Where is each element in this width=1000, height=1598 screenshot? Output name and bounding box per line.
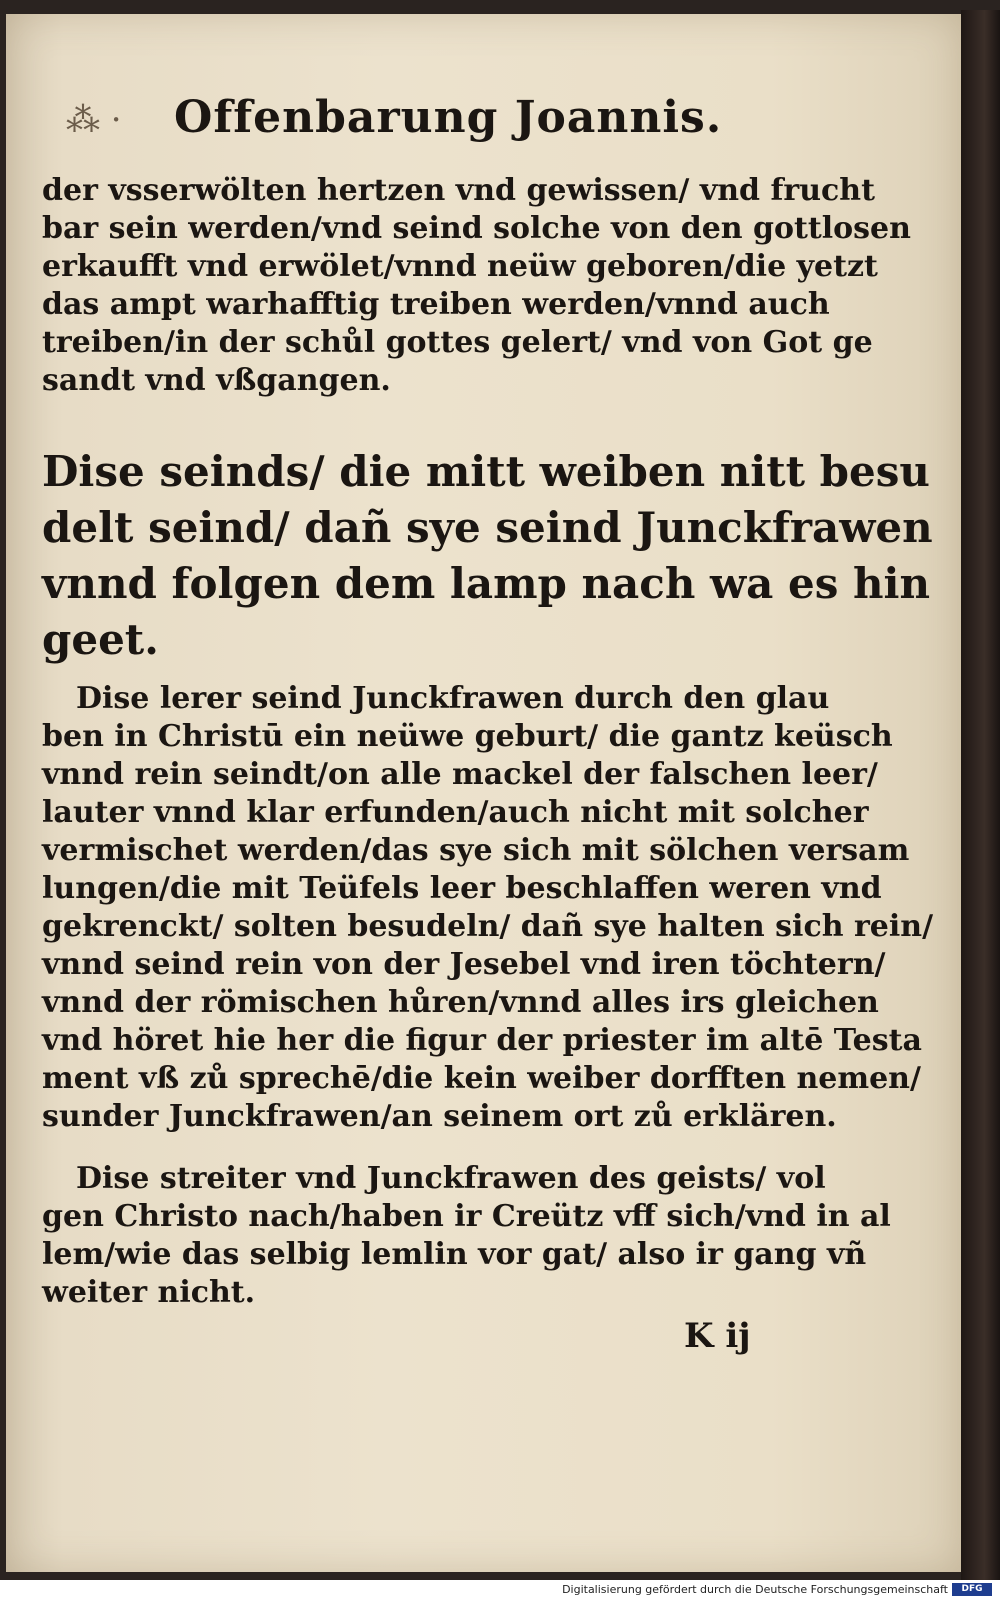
footer-credit: Digitalisierung gefördert durch die Deutsche Forschungsgemeinschaft (562, 1583, 948, 1596)
verse-line: delt seind/ dañ sye seind Junckfrawen (42, 503, 933, 552)
text-line: ment vß zů sprechē/die kein weiber dorfften nemen/ (42, 1061, 921, 1096)
text-line: das ampt warhafftig treiben werden/vnnd auch (42, 287, 830, 322)
text-line: treiben/in der schůl gottes gelert/ vnd von Got ge (42, 325, 873, 360)
text-line: weiter nicht. (42, 1275, 256, 1310)
verse-line: geet. (42, 615, 159, 664)
text-line: lauter vnnd klar erfunden/auch nicht mit solcher (42, 795, 869, 830)
text-line: Dise streiter vnd Junckfrawen des geists/ vol (76, 1161, 826, 1196)
dfg-logo: DFG (952, 1583, 992, 1596)
text-line: gen Christo nach/haben ir Creütz vff sich/vnd in al (42, 1199, 891, 1234)
text-line: vermischet werden/das sye sich mit sölchen versam (42, 833, 910, 868)
verse-line: vnnd folgen dem lamp nach wa es hin (42, 559, 930, 608)
book-edge (961, 10, 1000, 1580)
text-line: vnnd seind rein von der Jesebel vnd iren töchtern/ (42, 947, 886, 982)
text-line: Dise lerer seind Junckfrawen durch den glau (76, 681, 830, 716)
text-line: gekrenckt/ solten besudeln/ dañ sye halten sich rein/ (42, 909, 934, 944)
text-line: vnd höret hie her die figur der priester im altē Testa (42, 1023, 922, 1058)
bible-verse (42, 444, 933, 668)
text-line: der vsserwölten hertzen vnd gewissen/ vnd frucht (42, 173, 875, 208)
text-line: lem/wie das selbig lemlin vor gat/ also ir gang vñ (42, 1237, 867, 1272)
signature-mark: K ij (684, 1316, 751, 1356)
text-line: vnnd der römischen hůren/vnnd alles irs gleichen (42, 985, 879, 1020)
running-head: Offenbarung Joannis. (174, 92, 723, 143)
verse-line: Dise seinds/ die mitt weiben nitt besu (42, 447, 930, 496)
paragraph-3 (42, 1160, 891, 1312)
paragraph-1 (42, 172, 911, 400)
head-marks: ⁂ · (66, 100, 122, 140)
text-line: vnnd rein seindt/on alle mackel der falschen leer/ (42, 757, 878, 792)
book-page (6, 14, 961, 1572)
text-line: lungen/die mit Teüfels leer beschlaffen weren vnd (42, 871, 882, 906)
text-line: erkaufft vnd erwölet/vnnd neüw geboren/die yetzt (42, 249, 878, 284)
paragraph-2 (42, 680, 934, 1136)
text-line: bar sein werden/vnd seind solche von den gottlosen (42, 211, 911, 246)
text-line: sunder Junckfrawen/an seinem ort zů erklären. (42, 1099, 837, 1134)
text-line: sandt vnd vßgangen. (42, 363, 391, 398)
text-line: ben in Christū ein neüwe geburt/ die gantz keüsch (42, 719, 893, 754)
